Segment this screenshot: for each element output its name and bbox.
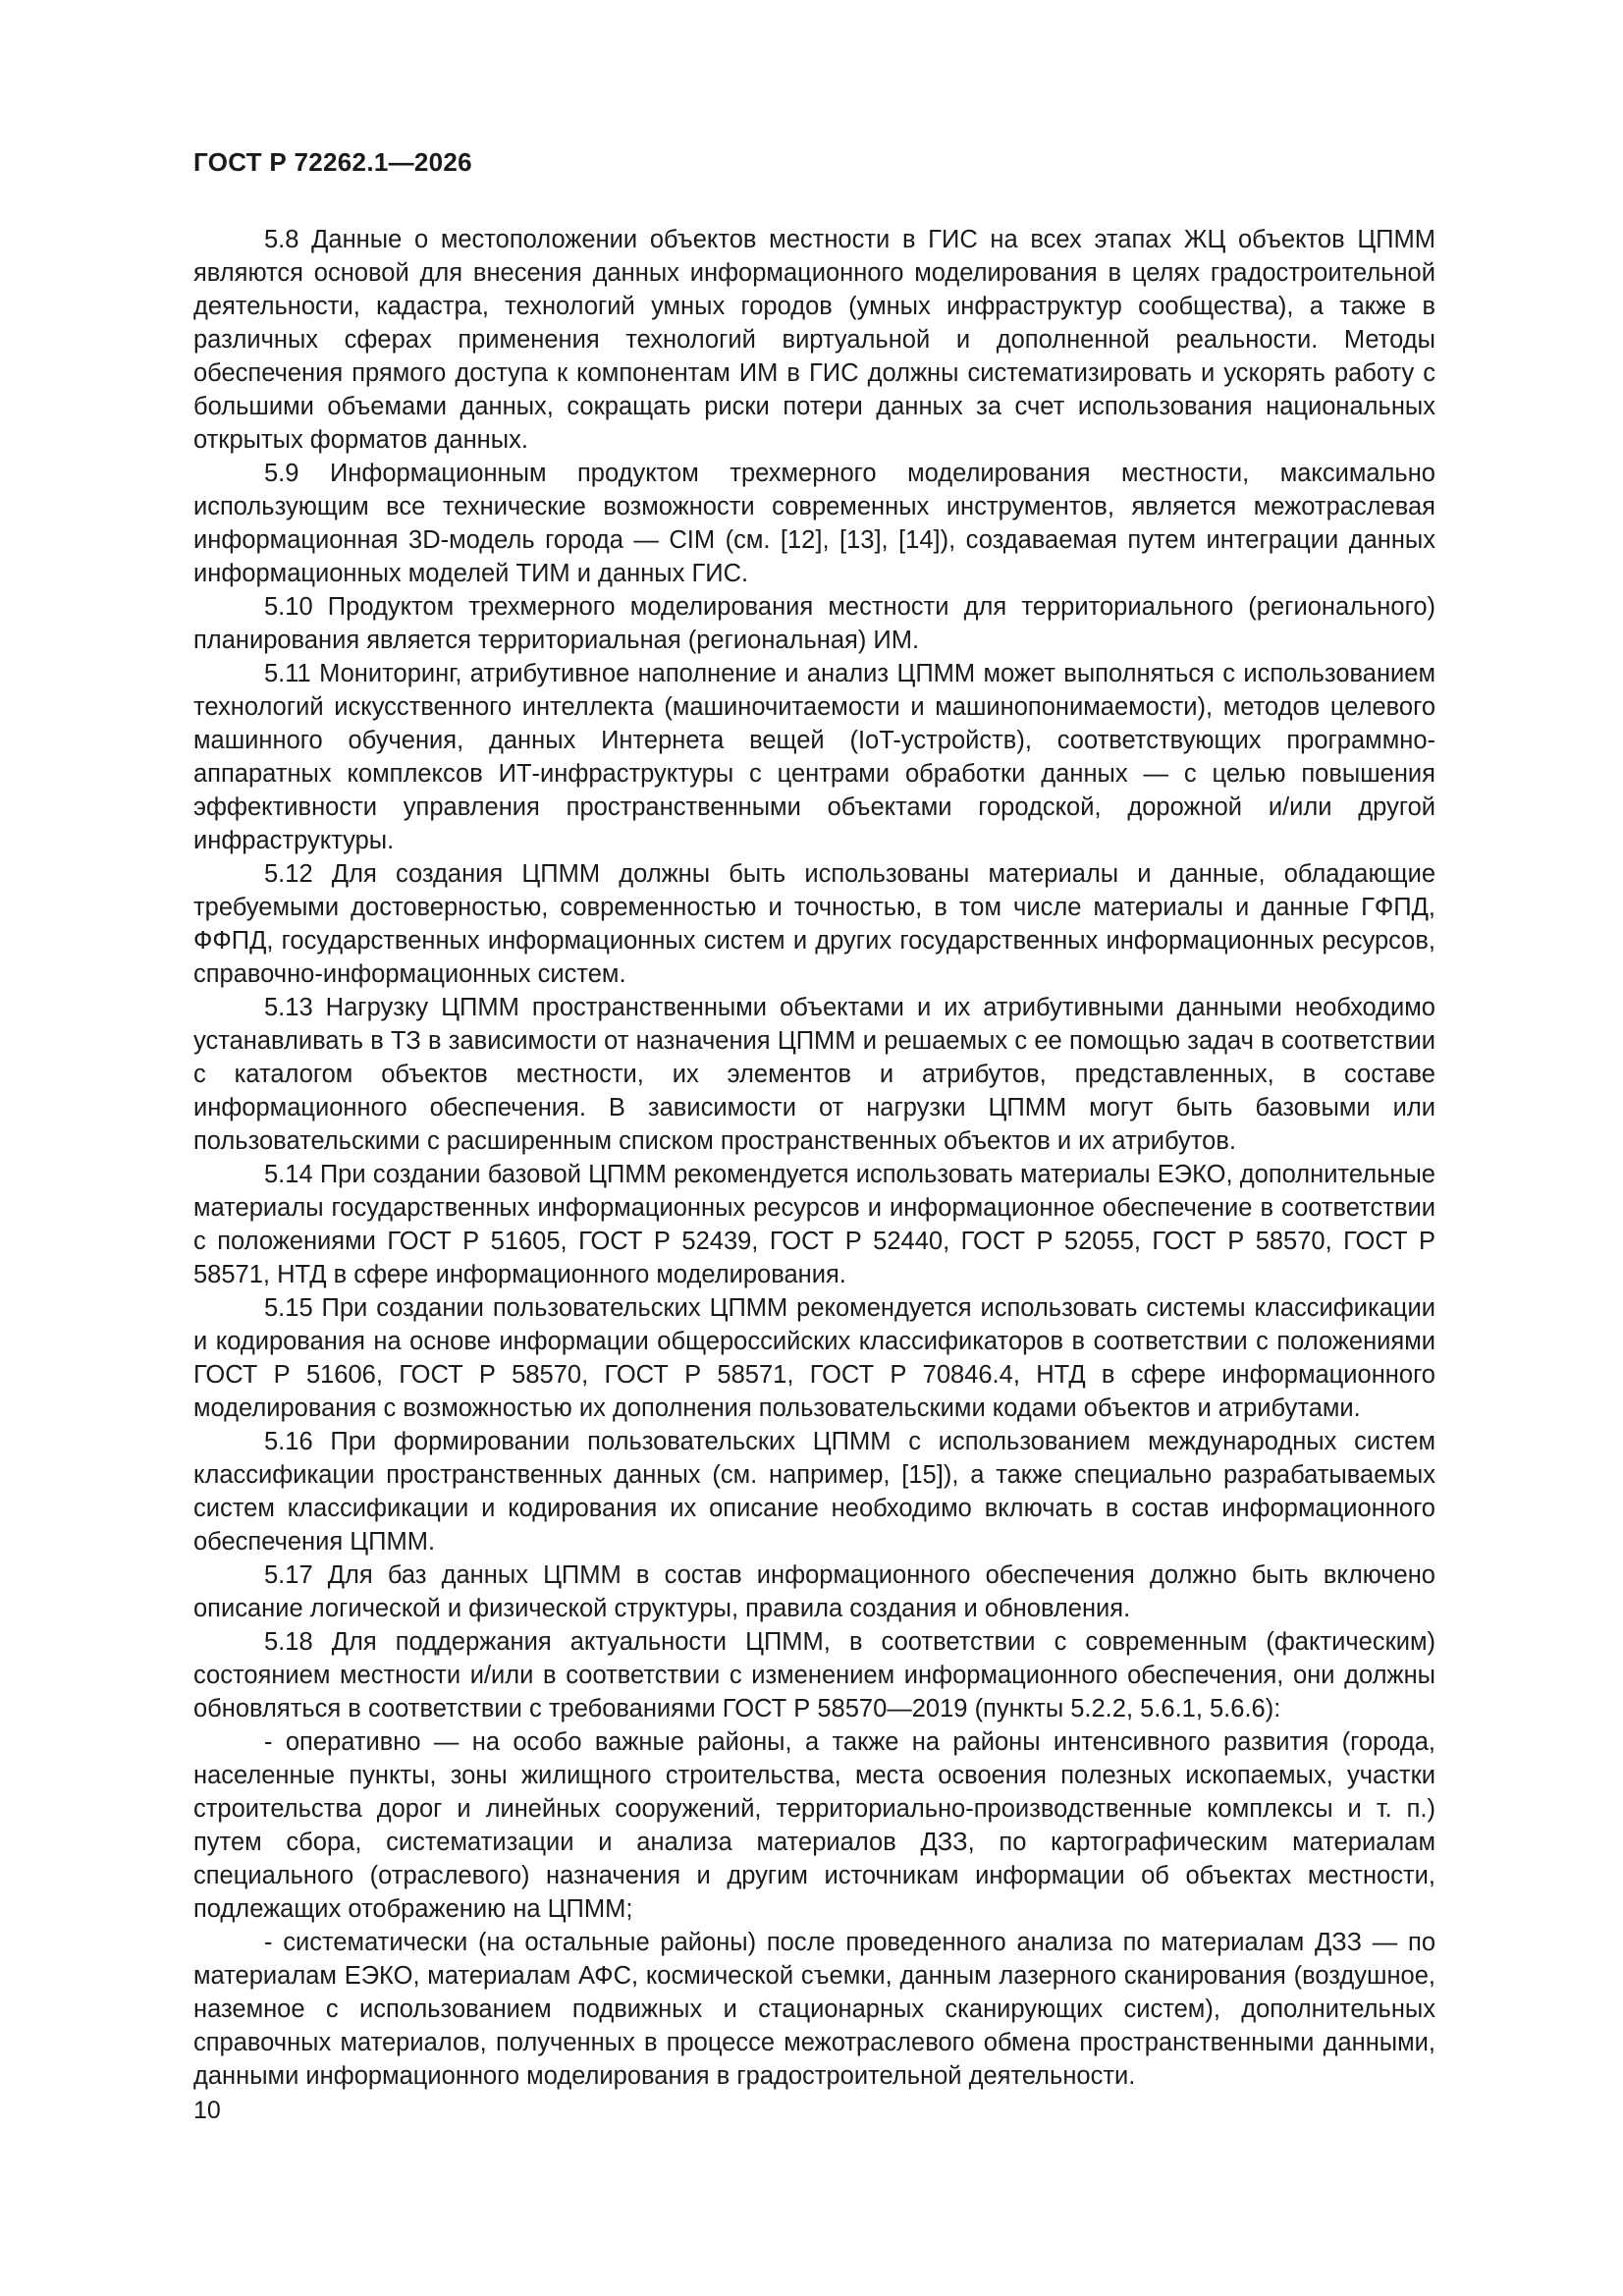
list-item-systematic: - систематически (на остальные районы) после проведенного анализа по материалам ДЗЗ — по материалам ЕЭКО, материалам АФС, космической съемки, данным лазерного сканирования (воздушное, наземное с использованием подвижных и стационарных сканирующих систем), дополнительных справочных материалов, полученных в процессе межотраслевого обмена пространственными данными, данными информационного моделирования в градостроительной деятельности.	[193, 1929, 1435, 2090]
paragraph-5-16: 5.16 При формировании пользовательских ЦПММ с использованием международных систем классификации пространственных данных (см. например, [15]), а также специально разрабатываемых систем классификации и кодирования их описание необходимо включать в состав информационного обеспечения ЦПММ.	[193, 1428, 1435, 1556]
paragraph-5-12: 5.12 Для создания ЦПММ должны быть использованы материалы и данные, обладающие требуемыми достоверностью, современностью и точностью, в том числе материалы и данные ГФПД, ФФПД, государственных информационных систем и других государственных информационных ресурсов, справочно-информационных систем.	[193, 860, 1435, 988]
paragraph-5-18: 5.18 Для поддержания актуальности ЦПММ, в соответствии с современным (фактическим) состоянием местности и/или в соответствии с изменением информационного обеспечения, они должны обновляться в соответствии с требованиями ГОСТ Р 58570—2019 (пункты 5.2.2, 5.6.1, 5.6.6):	[193, 1628, 1435, 1722]
paragraph-5-10: 5.10 Продуктом трехмерного моделирования местности для территориального (регионального) планирования является территориальная (региональная) ИМ.	[193, 593, 1435, 654]
paragraph-5-9: 5.9 Информационным продуктом трехмерного моделирования местности, максимально использующим все технические возможности современных инструментов, является межотраслевая информационная 3D-модель города — CIM (см. [12], [13], [14]), создаваемая путем интеграции данных информационных моделей ТИМ и данных ГИС.	[193, 460, 1435, 587]
page-number: 10	[193, 2097, 221, 2124]
document-header: ГОСТ Р 72262.1—2026	[193, 147, 472, 177]
paragraph-5-17: 5.17 Для баз данных ЦПММ в состав информационного обеспечения должно быть включено описание логической и физической структуры, правила создания и обновления.	[193, 1561, 1435, 1622]
paragraph-5-14: 5.14 При создании базовой ЦПММ рекомендуется использовать материалы ЕЭКО, дополнительные материалы государственных информационных ресурсов и информационное обеспечение в соответствии с положениями ГОСТ Р 51605, ГОСТ Р 52439, ГОСТ Р 52440, ГОСТ Р 52055, ГОСТ Р 58570, ГОСТ Р 58571, НТД в сфере информационного моделирования.	[193, 1161, 1435, 1288]
paragraph-5-11: 5.11 Мониторинг, атрибутивное наполнение и анализ ЦПММ может выполняться с использованием технологий искусственного интеллекта (машиночитаемости и машинопонимаемости), методов целевого машинного обучения, данных Интернета вещей (IoT-устройств), соответствующих программно-аппаратных комплексов ИТ-инфраструктуры с центрами обработки данных — с целью повышения эффективности управления пространственными объектами городской, дорожной и/или другой инфраструктуры.	[193, 660, 1435, 854]
list-item-operative: - оперативно — на особо важные районы, а также на районы интенсивного развития (города, населенные пункты, зоны жилищного строительства, места освоения полезных ископаемых, участки строительства дорог и линейных сооружений, территориально-производственные комплексы и т. п.) путем сбора, систематизации и анализа материалов ДЗЗ, по картографическим материалам специального (отраслевого) назначения и другим источникам информации об объектах местности, подлежащих отображению на ЦПММ;	[193, 1728, 1435, 1923]
paragraph-5-13: 5.13 Нагрузку ЦПММ пространственными объектами и их атрибутивными данными необходимо устанавливать в ТЗ в зависимости от назначения ЦПММ и решаемых с ее помощью задач в соответствии с каталогом объектов местности, их элементов и атрибутов, представленных, в составе информационного обеспечения. В зависимости от нагрузки ЦПММ могут быть базовыми или пользовательскими с расширенным списком пространственных объектов и их атрибутов.	[193, 994, 1435, 1155]
document-body	[193, 223, 1435, 2093]
paragraph-5-8: 5.8 Данные о местоположении объектов местности в ГИС на всех этапах ЖЦ объектов ЦПММ являются основой для внесения данных информационного моделирования в целях градостроительной деятельности, кадастра, технологий умных городов (умных инфраструктур сообщества), а также в различных сферах применения технологий виртуальной и дополненной реальности. Методы обеспечения прямого доступа к компонентам ИМ в ГИС должны систематизировать и ускорять работу с большими объемами данных, сокращать риски потери данных за счет использования национальных открытых форматов данных.	[193, 226, 1435, 454]
paragraph-5-15: 5.15 При создании пользовательских ЦПММ рекомендуется использовать системы классификации и кодирования на основе информации общероссийских классификаторов в соответствии с положениями ГОСТ Р 51606, ГОСТ Р 58570, ГОСТ Р 58571, ГОСТ Р 70846.4, НТД в сфере информационного моделирования с возможностью их дополнения пользовательскими кодами объектов и атрибутами.	[193, 1294, 1435, 1422]
